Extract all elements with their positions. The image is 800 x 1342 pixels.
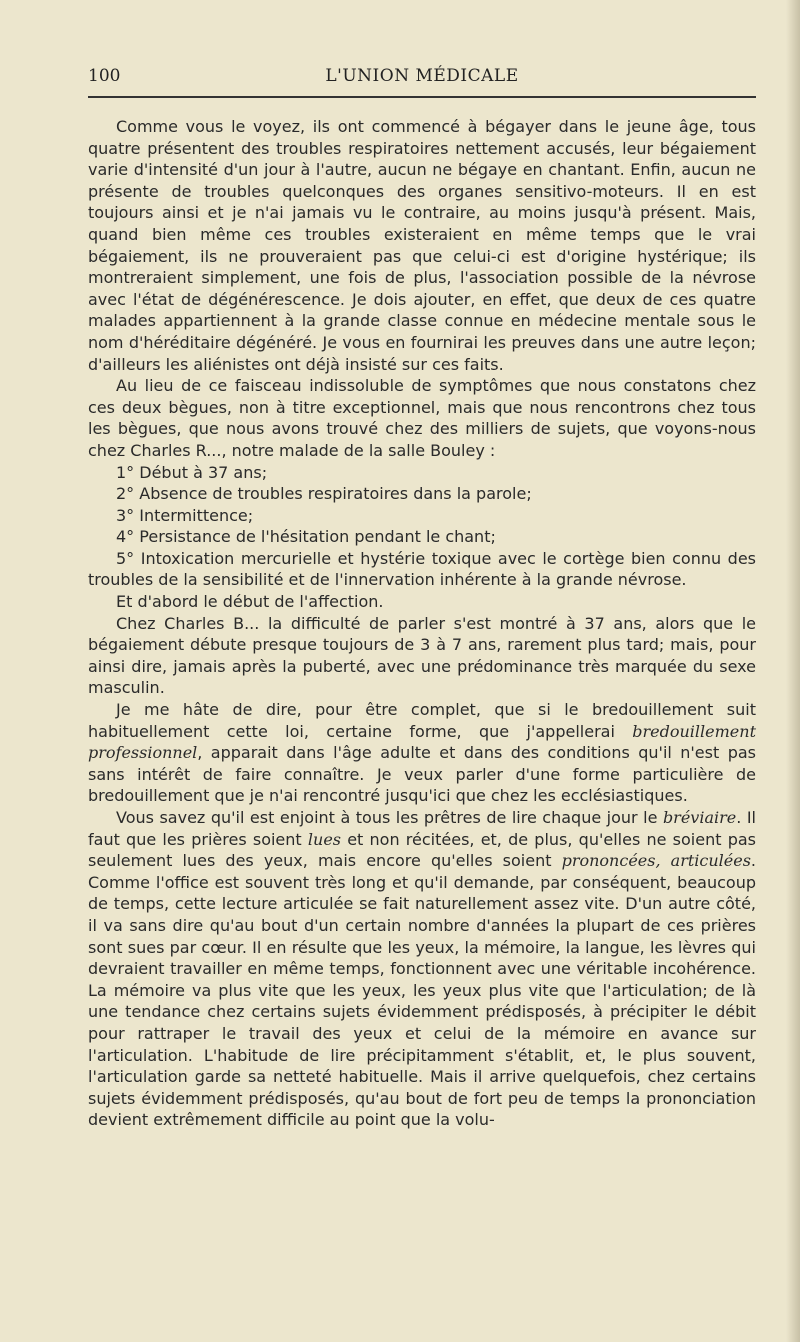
header-rule [88, 96, 756, 98]
paragraph [88, 807, 756, 1131]
italic-term: lues [307, 829, 341, 849]
italic-term: bredouillement professionnel [88, 721, 756, 763]
list-item: 1° Début à 37 ans; [116, 462, 268, 482]
italic-term: prononcées, articulées [561, 851, 751, 871]
list-item: 2° Absence de troubles respiratoires dans la parole; [116, 484, 532, 504]
article-body [88, 116, 756, 1131]
paragraph [88, 699, 756, 807]
text-run: Je me hâte de dire, pour être complet, que si le bredouillement suit habituellement cette loi, certaine forme, que j'appellerai [88, 700, 756, 741]
list-item: 5° Intoxication mercurielle et hystérie toxique avec le cortège bien connu des troubles de la sensibilité et de l'innervation inhérente à la grande névrose. [88, 548, 756, 590]
paragraph: Comme vous le voyez, ils ont commencé à bégayer dans le jeune âge, tous quatre présentent des troubles respiratoires nettement accusés, leur bégaiement varie d'intensité d'un jour à l'autre, aucun ne bégaye en chantant. Enfin, aucun ne présente de troubles quelconques des organes sensitivo-moteurs. Il en est toujours ainsi et je n'ai jamais vu le contraire, au moins jusqu'à présent. Mais, quand bien même ces troubles existeraient en même temps que le vrai bégaiement, ils ne prouveraient pas que celui-ci est d'origine hystérique; ils montreraient simplement, une fois de plus, l'association possible de la névrose avec l'état de dégénérescence. Je dois ajouter, en effet, que deux de ces quatre malades appartiennent à la grande classe connue en médecine mentale sous le nom d'héréditaire dégénéré. Je vous en fournirai les preuves dans une autre leçon; d'ailleurs les aliénistes ont déjà insisté sur ces faits. [88, 117, 756, 374]
text-run: . Il faut que les prières soient [88, 808, 756, 849]
italic-term: bréviaire [662, 808, 737, 827]
list-item: 4° Persistance de l'hésitation pendant le chant; [116, 527, 496, 547]
text-run: et non récitées, et, de plus, qu'elles ne soient pas seulement lues des yeux, mais encore qu'elles soient [88, 829, 756, 871]
text-run: Vous savez qu'il est enjoint à tous les prêtres de lire chaque jour le [116, 808, 663, 827]
paragraph: Chez Charles B... la difficulté de parler s'est montré à 37 ans, alors que le bégaiement débute presque toujours de 3 à 7 ans, rarement plus tard; mais, pour ainsi dire, jamais après la puberté, avec une prédominance très marquée du sexe masculin. [88, 613, 756, 698]
running-header [88, 66, 756, 92]
paragraph: Au lieu de ce faisceau indissoluble de symptômes que nous constatons chez ces deux bègues, non à titre exceptionnel, mais que nous rencontrons chez tous les bègues, que nous avons trouvé chez des milliers de sujets, que voyons-nous chez Charles R..., notre malade de la salle Bouley : [88, 376, 756, 460]
journal-title: L'UNION MÉDICALE [325, 66, 519, 86]
text-run: , apparait dans l'âge adulte et dans des conditions qu'il n'est pas sans intérêt de faire connaître. Je veux parler d'une forme particulière de bredouillement que je n'ai rencontré jusqu'ici que chez les ecclésiastiques. [88, 743, 756, 806]
list-item: 3° Intermittence; [116, 505, 254, 525]
text-run: . Comme l'office est souvent très long et qu'il demande, par conséquent, beaucoup de temps, cette lecture articulée se fait naturellement assez vite. D'un autre côté, il va sans dire qu'au bout d'un certain nombre d'années la plupart de ces prières sont sues par cœur. Il en résulte que les yeux, la mémoire, la langue, les lèvres qui devraient travailler en même temps, fonctionnent avec une véritable incohérence. La mémoire va plus vite que les yeux, les yeux plus vite que l'articulation; de là une tendance chez certains sujets évidemment prédisposés, à précipiter le débit pour rattraper le travail des yeux et celui de la mémoire en avance sur l'articulation. L'habitude de lire précipitamment s'établit, et, le plus souvent, l'articulation garde sa netteté habituelle. Mais il arrive quelquefois, chez certains sujets évidemment prédisposés, qu'au bout de fort peu de temps la prononciation devient extrêmement difficile au point que la volu- [88, 851, 757, 1130]
page-edge-shadow [786, 0, 800, 1342]
paragraph: Et d'abord le début de l'affection. [116, 592, 384, 612]
page-number: 100 [88, 66, 121, 86]
